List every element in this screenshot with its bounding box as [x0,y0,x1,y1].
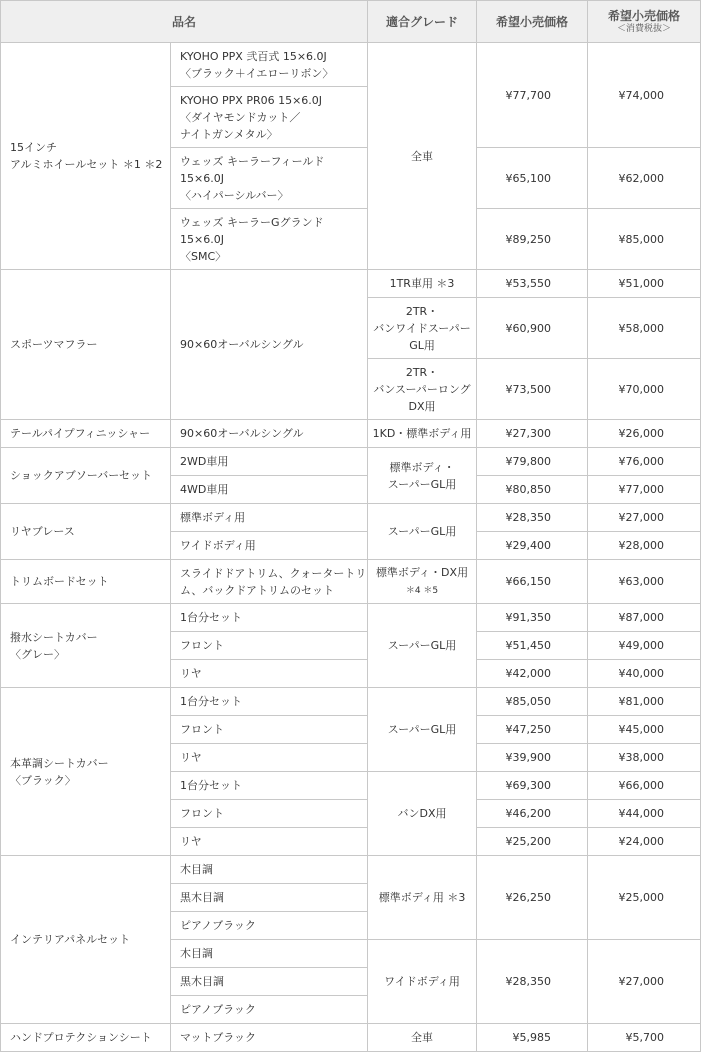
price-cell: ¥60,900 [477,298,588,359]
price-ex-cell: ¥24,000 [588,828,701,856]
product-variant: KYOHO PPX 弐百式 15×6.0J 〈ブラック＋イエローリボン〉 [171,43,368,87]
price-ex-cell: ¥63,000 [588,560,701,604]
product-name: 撥水シートカバー 〈グレー〉 [1,604,171,688]
price-ex-cell: ¥45,000 [588,716,701,744]
price-ex-cell: ¥27,000 [588,940,701,1024]
price-ex-cell: ¥74,000 [588,43,701,148]
price-cell: ¥85,050 [477,688,588,716]
grade-cell: 1TR車用 ＊3 [368,270,477,298]
product-variant: 黒木目調 [171,884,368,912]
header-product-name: 品名 [1,1,368,43]
grade-note: ＊4 ＊5 [405,585,439,596]
grade-cell: 2TR・ バンワイドスーパー GL用 [368,298,477,359]
price-ex-cell: ¥81,000 [588,688,701,716]
header-grade: 適合グレード [368,1,477,43]
table-row [1,560,701,604]
price-cell: ¥29,400 [477,532,588,560]
price-ex-cell: ¥87,000 [588,604,701,632]
table-row [1,688,701,716]
grade-cell: 標準ボディ用 ＊3 [368,856,477,940]
header-price-ex-label: 希望小売価格 [608,8,681,23]
price-cell: ¥66,150 [477,560,588,604]
product-variant: 木目調 [171,940,368,968]
grade-cell: バンDX用 [368,772,477,856]
price-ex-cell: ¥38,000 [588,744,701,772]
price-ex-cell: ¥44,000 [588,800,701,828]
price-cell: ¥39,900 [477,744,588,772]
price-ex-cell: ¥77,000 [588,476,701,504]
price-ex-cell: ¥70,000 [588,359,701,420]
product-variant: ピアノブラック [171,912,368,940]
table-row [1,504,701,532]
price-cell: ¥79,800 [477,448,588,476]
price-cell: ¥80,850 [477,476,588,504]
grade-cell: スーパーGL用 [368,688,477,772]
header-price-ex-sub: ＜消費税抜＞ [617,23,672,34]
price-ex-cell: ¥40,000 [588,660,701,688]
table-row [1,448,701,476]
product-variant: スライドドアトリム、クォータートリ ム、バックドアトリムのセット [171,560,368,604]
price-ex-cell: ¥28,000 [588,532,701,560]
grade-label: 標準ボディ・DX用 [375,565,469,579]
table-row [1,1024,701,1052]
product-variant: ウェッズ キーラーGグランド 15×6.0J 〈SMC〉 [171,209,368,270]
price-ex-cell: ¥25,000 [588,856,701,940]
price-cell: ¥73,500 [477,359,588,420]
product-variant: 90×60オーバルシングル [171,420,368,448]
product-name: ショックアブソーバーセット [1,448,171,504]
table-row [1,43,701,87]
price-cell: ¥46,200 [477,800,588,828]
price-cell: ¥27,300 [477,420,588,448]
price-ex-cell: ¥26,000 [588,420,701,448]
product-variant: マットブラック [171,1024,368,1052]
grade-cell [368,560,477,604]
price-cell: ¥91,350 [477,604,588,632]
price-ex-cell: ¥58,000 [588,298,701,359]
price-ex-cell: ¥27,000 [588,504,701,532]
grade-cell: 1KD・標準ボディ用 [368,420,477,448]
grade-cell: 全車 [368,43,477,270]
table-row [1,604,701,632]
product-variant: KYOHO PPX PR06 15×6.0J 〈ダイヤモンドカット／ ナイトガンメタル〉 [171,87,368,148]
table-row [1,420,701,448]
price-ex-cell: ¥51,000 [588,270,701,298]
price-ex-cell: ¥76,000 [588,448,701,476]
table-row [1,270,701,298]
price-ex-cell: ¥85,000 [588,209,701,270]
price-cell: ¥51,450 [477,632,588,660]
product-variant: リヤ [171,744,368,772]
product-variant: フロント [171,716,368,744]
product-name: トリムボードセット [1,560,171,604]
header-row [1,1,701,43]
product-variant: 1台分セット [171,772,368,800]
product-variant: フロント [171,800,368,828]
price-cell: ¥89,250 [477,209,588,270]
price-cell: ¥69,300 [477,772,588,800]
price-cell: ¥65,100 [477,148,588,209]
price-ex-cell: ¥49,000 [588,632,701,660]
price-ex-cell: ¥66,000 [588,772,701,800]
product-name: スポーツマフラー [1,270,171,420]
product-name: テールパイプフィニッシャー [1,420,171,448]
price-cell: ¥47,250 [477,716,588,744]
product-variant: 黒木目調 [171,968,368,996]
grade-cell: 2TR・ バンスーパーロング DX用 [368,359,477,420]
product-name: 15インチ アルミホイールセット ＊1 ＊2 [1,43,171,270]
price-cell: ¥25,200 [477,828,588,856]
product-variant: 1台分セット [171,604,368,632]
product-name: インテリアパネルセット [1,856,171,1024]
product-variant: 4WD車用 [171,476,368,504]
product-variant: 2WD車用 [171,448,368,476]
product-variant: リヤ [171,660,368,688]
header-price-ex-tax [588,1,701,43]
grade-cell: ワイドボディ用 [368,940,477,1024]
product-variant: ワイドボディ用 [171,532,368,560]
table-row [1,856,701,884]
price-cell: ¥26,250 [477,856,588,940]
grade-cell: スーパーGL用 [368,504,477,560]
product-name: 本革調シートカバー 〈ブラック〉 [1,688,171,856]
product-variant: ウェッズ キーラーフィールド 15×6.0J 〈ハイパーシルバー〉 [171,148,368,209]
product-variant: 1台分セット [171,688,368,716]
price-ex-cell: ¥62,000 [588,148,701,209]
header-price: 希望小売価格 [477,1,588,43]
product-variant: ピアノブラック [171,996,368,1024]
product-variant: フロント [171,632,368,660]
product-variant: 木目調 [171,856,368,884]
product-name: リヤブレース [1,504,171,560]
grade-cell: 標準ボディ・ スーパーGL用 [368,448,477,504]
price-cell: ¥5,985 [477,1024,588,1052]
price-cell: ¥28,350 [477,940,588,1024]
price-cell: ¥77,700 [477,43,588,148]
grade-cell: 全車 [368,1024,477,1052]
price-cell: ¥28,350 [477,504,588,532]
product-variant: リヤ [171,828,368,856]
price-cell: ¥53,550 [477,270,588,298]
price-cell: ¥42,000 [477,660,588,688]
product-variant: 90×60オーバルシングル [171,270,368,420]
grade-cell: スーパーGL用 [368,604,477,688]
price-ex-cell: ¥5,700 [588,1024,701,1052]
product-variant: 標準ボディ用 [171,504,368,532]
product-name: ハンドプロテクションシート [1,1024,171,1052]
